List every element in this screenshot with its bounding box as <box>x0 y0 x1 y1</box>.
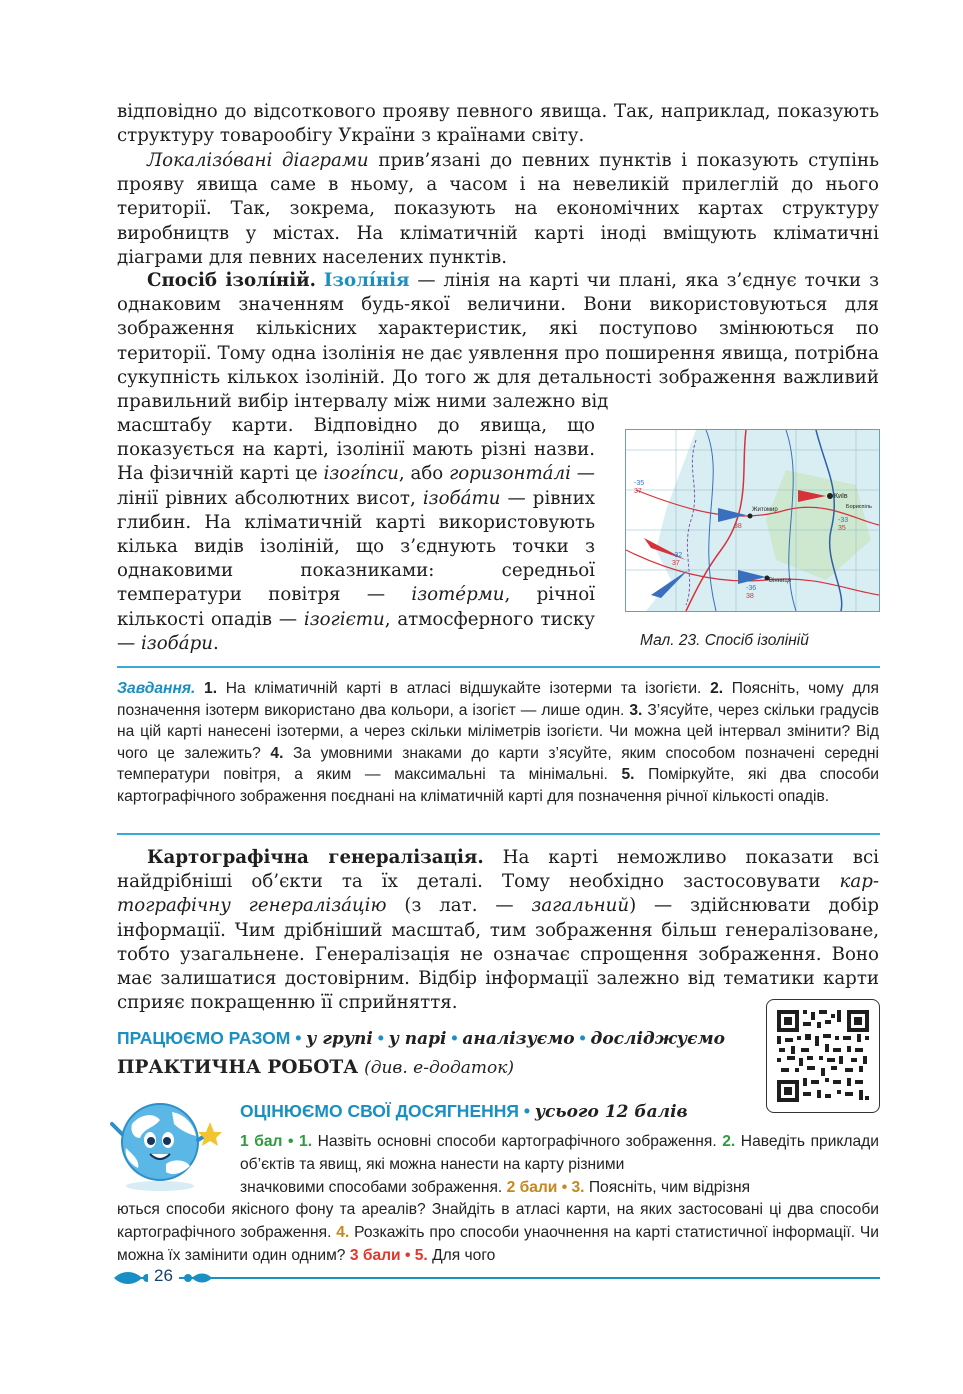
map-label-kyiv: Київ <box>834 493 848 500</box>
figure-caption: Мал. 23. Спосіб ізоліній <box>640 632 809 649</box>
map-value: 38 <box>734 523 742 530</box>
work-mode: аналізуємо <box>462 1029 575 1049</box>
map-label-zhytomyr: Житомир <box>752 507 778 513</box>
evaluation-questions <box>117 1131 879 1268</box>
paragraph-localized-diagrams: Локалізóвані діаграми прив’язані до певних пунктів і показують ступінь прояву явища саме в ньому, а часом і на невеликій прилеглій до нього території. Так, зокрема, показують на економічних картах структуру виробництв у містах. На кліматичній карті іноді вміщують кліматичні діаграми для певних населених пунктів. <box>117 150 880 268</box>
paragraph-isolines: Спосіб ізолíній. Ізолíнія — лінія на карті чи плані, яка з’єднує точки з однаковим значенням будь-якої величини. Вони використовуються для зображення кількісних характеристик, які поступово змінюються по території. Тому одна ізолінія не дає уявлення про поширення явища, потрібна сукупність кількох ізоліній. До того ж для детальності зображення важливий правильний вибір інтервалу між ними залежно від <box>117 270 879 413</box>
evaluation-line: ються способи якісного фону та ареалів? Знайдіть в атласі карти, на яких застосовані ці два способи картографічного зображення. 4. Розкажіть про способи унаочнення на карті статистичної інформації. Чи можна їх замінити один одним? 3 бали • 5. Для чого <box>117 1201 879 1264</box>
isoline-map-figure <box>625 429 880 612</box>
task-block: Завдання. 1. На кліматичній карті в атласі відшукайте ізотерми та ізогієти. 2. Поясніть, чому для позначення ізотерм використано два кольори, а ізогієт — лише один. 3. З’ясуйте, через скільки градусів на цій карті нанесені ізотерми, а через скільки міліметрів ізогієти. Чи можна цей інтервал змінити? Від чого це залежить? 4. За умовними знаками до карти з’ясуйте, яким способом позначені середні температури повітря, а яким — максимальні та мінімальні. 5. Поміркуйте, які два способи картографічного зображення поєднані на кліматичній карті для позначення річної кількості опадів. <box>117 680 879 805</box>
paragraph-isoline-types: масштабу карти. Відповідно до явища, що показується на карті, ізолінії мають різні назви. На фізичній карті це ізогíпси, або горизонтáлі — лінії рівних абсолютних висот, ізобáти — рівних глибин. На кліматичній карті використовують кілька видів ізоліній, що з’єднують точки з однаковими показниками: середньої температури повітря — ізотéрми, річної кількості опадів — ізогієти, атмосферного тиску — ізобáри. <box>117 415 596 654</box>
map-value: 37 <box>672 560 680 567</box>
map-value: -33 <box>838 517 849 524</box>
evaluation-line: 1 бал • 1. Назвіть основні способи картографічного зображення. 2. Наведіть приклади об’єктів та явищ, які можна нанести на карту різними <box>240 1133 879 1173</box>
map-label-vinnytsia: Вінниця <box>769 578 791 584</box>
work-together-title: ПРАЦЮЄМО РАЗОМ <box>117 1028 291 1048</box>
evaluation-header: ОЦІНЮЄМО СВОЇ ДОСЯГНЕННЯ • усього 12 балів <box>240 1101 688 1122</box>
practical-work-note: (див. е-додаток) <box>364 1058 514 1078</box>
evaluation-title: ОЦІНЮЄМО СВОЇ ДОСЯГНЕННЯ <box>240 1101 519 1121</box>
heading-generalization: Картографічна генералізація. <box>147 847 484 868</box>
task-bottom-rule <box>117 833 880 835</box>
qr-code[interactable] <box>766 999 880 1113</box>
paragraph-structure: відповідно до відсоткового прояву певного явища. Так, наприклад, показують структуру товарообігу України з країнами світу. <box>117 101 879 147</box>
work-together-line: ПРАЦЮЄМО РАЗОМ • у групі • у парі • аналізуємо • досліджуємо <box>117 1028 725 1049</box>
map-label-boryspil: Бориспіль <box>846 504 872 510</box>
task-lead: Завдання. <box>117 680 196 697</box>
work-mode: у парі <box>388 1029 447 1049</box>
paragraph-generalization: Картографічна генералізація. На карті неможливо показати всі найдрібніші об’єкти та їх деталі. Тому необхідно застосовувати картографічну генералізáцію (з лат. — загальний) — здійснювати добір інформації. Чим дрібніший масштаб, тим зображення більш генералізоване, тобто узагальнене. Генералізація не означає спрощення зображення. Воно має залишатися достовірним. Відбір інформації залежно від тематики карти сприяє покращенню її сприйняття. <box>117 847 879 1014</box>
practical-work-line <box>117 1057 514 1078</box>
map-value: -32 <box>672 552 683 559</box>
heading-isolines: Спосіб ізолíній. <box>147 270 316 291</box>
practical-work-title: ПРАКТИЧНА РОБОТА <box>117 1057 359 1078</box>
work-mode: у групі <box>306 1029 373 1049</box>
footer-rule <box>116 1277 880 1279</box>
term-isoline: Ізолíнія <box>323 270 410 291</box>
term-localized-diagrams: Локалізóвані діаграми <box>147 150 369 171</box>
map-value: 35 <box>838 525 846 532</box>
isoline-map-svg <box>626 430 879 611</box>
page-number: 26 <box>148 1266 179 1286</box>
map-value: 37 <box>634 488 642 495</box>
map-value: -35 <box>634 480 645 487</box>
map-value: -36 <box>746 585 757 592</box>
map-value: 38 <box>746 593 754 600</box>
work-mode: досліджуємо <box>590 1029 725 1049</box>
footer-ornament-right-icon <box>182 1270 212 1286</box>
evaluation-total: усього 12 балів <box>534 1102 688 1122</box>
qr-code-pattern <box>767 1000 879 1112</box>
footer-ornament-left-icon <box>112 1270 152 1286</box>
evaluation-line: значковими способами зображення. 2 бали • 3. Поясніть, чим відрізня <box>240 1178 751 1196</box>
task-top-rule <box>117 666 880 668</box>
